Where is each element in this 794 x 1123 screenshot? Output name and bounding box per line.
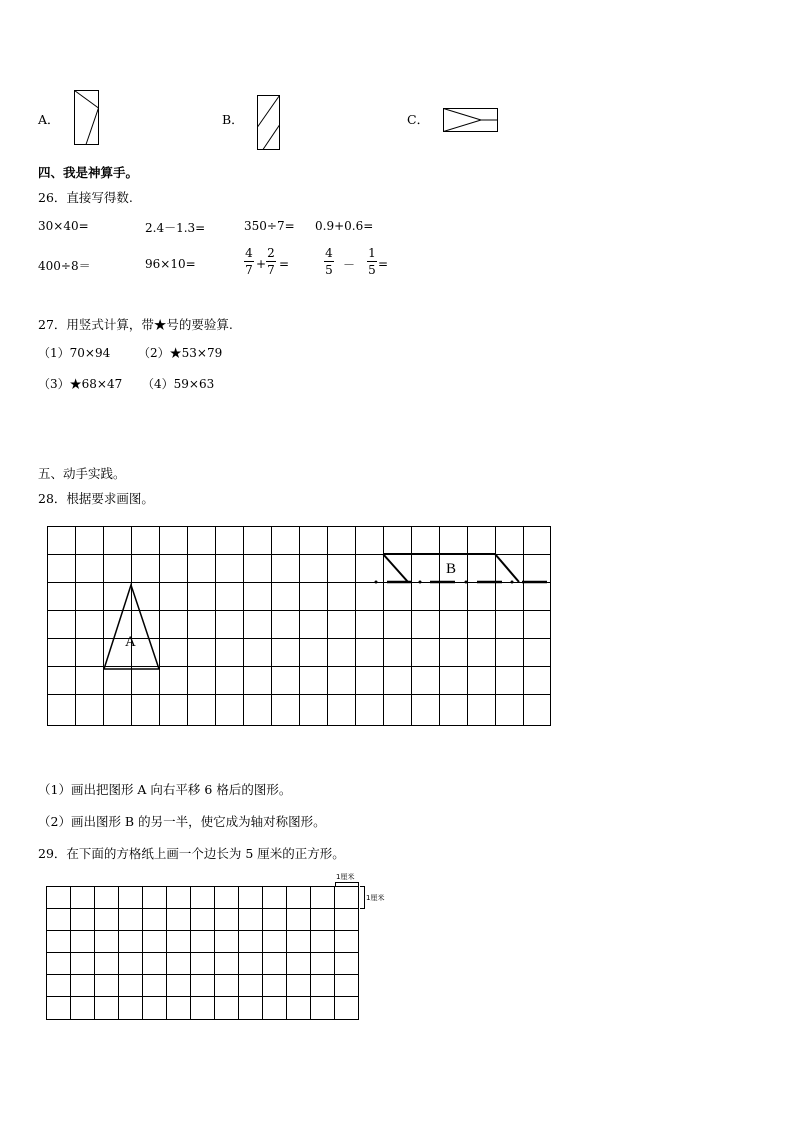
q29-title: 29．在下面的方格纸上画一个边长为 5 厘米的正方形。: [38, 846, 345, 861]
q27-item: （4）59×63: [142, 377, 215, 391]
section4-heading: 四、我是神算手。: [38, 165, 139, 180]
q29-grid[interactable]: [46, 886, 360, 1020]
option-b-figure: [257, 95, 281, 151]
minus-sign: －: [343, 258, 356, 272]
section5-heading: 五、动手实践。: [38, 466, 126, 481]
option-b-label: B．: [222, 112, 244, 127]
q28-grid[interactable]: [47, 526, 551, 726]
q26-item: 2.4－1.3=: [145, 221, 206, 235]
q26-item: 30×40=: [38, 219, 89, 233]
q28-title: 28．根据要求画图。: [38, 491, 154, 506]
q26-item: 400÷8＝: [38, 259, 91, 273]
fraction: 4 5: [325, 246, 333, 277]
fraction: 1 5: [368, 246, 376, 277]
fraction: 2 7: [267, 246, 275, 277]
q26-title: 26．直接写得数.: [38, 190, 133, 205]
unit-label-vertical: 1厘米: [366, 894, 385, 902]
option-a-figure: [74, 90, 100, 146]
q26-item: 0.9+0.6=: [315, 219, 374, 233]
q27-item: （3）★68×47: [38, 377, 123, 391]
q26-item: 96×10=: [145, 257, 196, 271]
fraction: 4 7: [245, 246, 253, 277]
option-c-figure: [443, 108, 499, 134]
q27-title: 27．用竖式计算，带★号的要验算.: [38, 317, 233, 332]
unit-label-horizontal: 1厘米: [336, 873, 355, 881]
q26-item: 350÷7=: [244, 219, 295, 233]
unit-bracket-horizontal: [335, 882, 359, 888]
option-a-label: A．: [38, 112, 60, 127]
plus-sign: +: [256, 257, 267, 271]
q28-instruction-2: （2）画出图形 B 的另一半，使它成为轴对称图形。: [38, 814, 326, 829]
equals-sign: =: [279, 257, 290, 271]
shape-b-label: B: [446, 561, 457, 577]
option-c-label: C．: [407, 112, 430, 127]
q27-item: （2）★53×79: [138, 346, 223, 360]
shape-a-label: A: [125, 634, 136, 650]
equals-sign: =: [378, 257, 389, 271]
q27-item: （1）70×94: [38, 346, 111, 360]
q28-instruction-1: （1）画出把图形 A 向右平移 6 格后的图形。: [38, 782, 292, 797]
